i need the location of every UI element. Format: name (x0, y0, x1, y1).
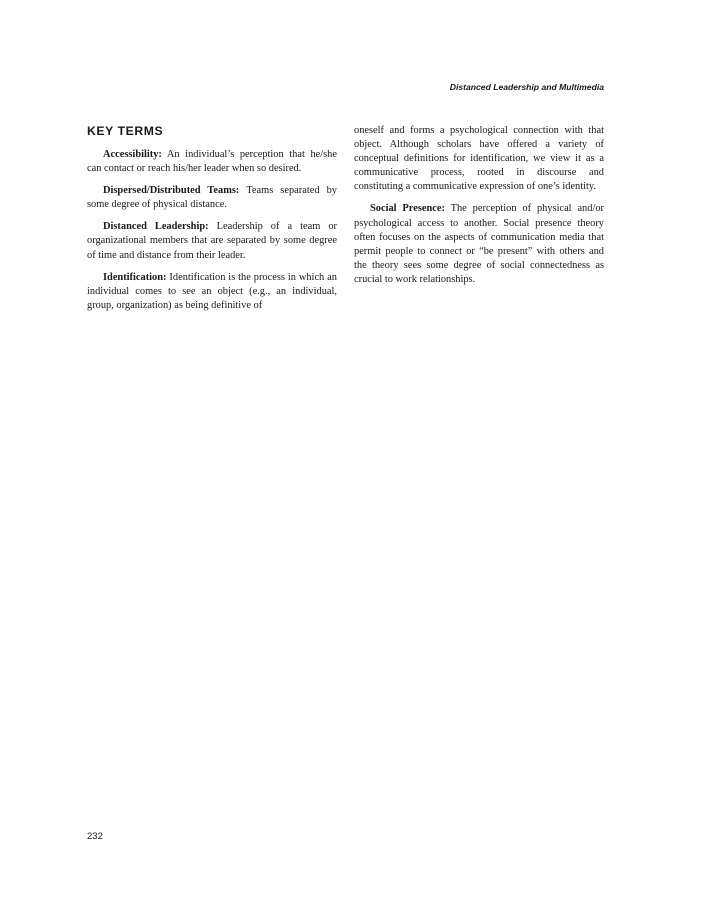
term-name: Identification: (103, 271, 167, 283)
term-social-presence (354, 202, 604, 287)
term-definition: Leadership of a team or organizational members that are separated by some degree of time and distance from their leader. (87, 221, 337, 261)
running-head: Distanced Leadership and Multimedia (449, 82, 604, 92)
term-identification (87, 271, 337, 313)
term-definition: An individual’s perception that he/she can contact or reach his/her leader when so desired. (87, 149, 337, 175)
term-name: Dispersed/Distributed Teams: (103, 185, 240, 197)
right-column (354, 124, 604, 295)
term-identification-continued: oneself and forms a psychological connection with that object. Although scholars have offered a variety of conceptual definitions for identification, we view it as a communicative process, rooted in discourse and constituting a communicative expression of one’s identity. (354, 125, 604, 193)
term-accessibility (87, 148, 337, 176)
term-dispersed-teams (87, 184, 337, 212)
term-definition: The perception of physical and/or psychological access to another. Social presence theory often focuses on the aspects of communication media that permit people to connect or “be present” with others and the theory sees some degree of social connectedness as crucial to work relationships. (354, 203, 604, 285)
term-definition: Identification is the process in which an individual comes to see an object (e.g., an individual, group, organization) as being definitive of (87, 271, 337, 311)
term-name: Social Presence: (370, 203, 445, 215)
term-definition: Teams separated by some degree of physical distance. (87, 185, 337, 211)
section-heading: KEY TERMS (87, 124, 164, 138)
term-distanced-leadership (87, 220, 337, 262)
left-column (87, 124, 337, 321)
term-name: Accessibility: (103, 149, 162, 160)
term-name: Distanced Leadership: (103, 221, 209, 233)
page-number: 232 (87, 831, 103, 842)
